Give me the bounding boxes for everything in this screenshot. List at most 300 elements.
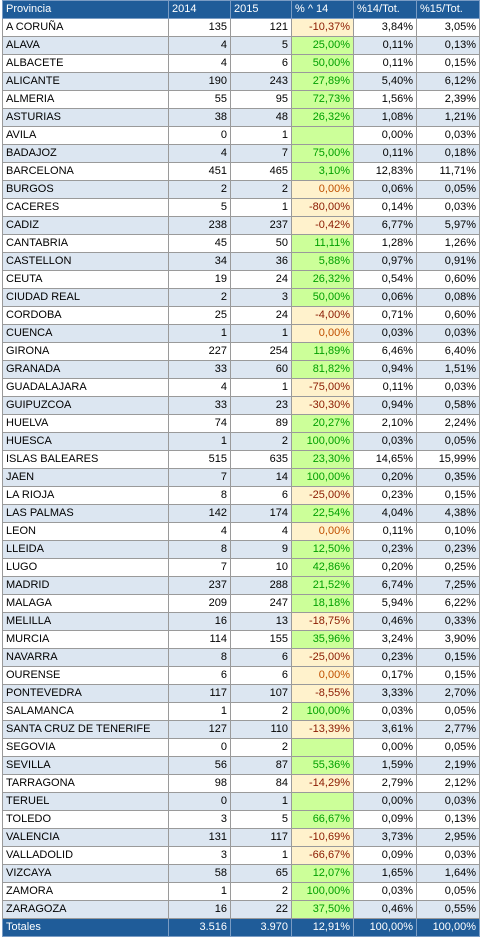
pct15-total: 0,25% xyxy=(417,559,480,577)
value-2015: 117 xyxy=(231,829,292,847)
value-2014: 4 xyxy=(169,37,231,55)
value-2015: 89 xyxy=(231,415,292,433)
table-row xyxy=(3,91,480,109)
value-2015: 24 xyxy=(231,271,292,289)
province-name: ZARAGOZA xyxy=(3,901,169,919)
table-row xyxy=(3,19,480,37)
value-2015: 2 xyxy=(231,703,292,721)
pct-change: 100,00% xyxy=(292,703,354,721)
value-2014: 8 xyxy=(169,649,231,667)
value-2015: 243 xyxy=(231,73,292,91)
province-name: TERUEL xyxy=(3,793,169,811)
value-2015: 36 xyxy=(231,253,292,271)
value-2015: 1 xyxy=(231,379,292,397)
pct15-total: 0,05% xyxy=(417,181,480,199)
value-2014: 238 xyxy=(169,217,231,235)
pct-change: 100,00% xyxy=(292,433,354,451)
pct15-total: 0,03% xyxy=(417,199,480,217)
value-2014: 19 xyxy=(169,271,231,289)
pct15-total: 0,35% xyxy=(417,469,480,487)
province-name: ZAMORA xyxy=(3,883,169,901)
value-2015: 465 xyxy=(231,163,292,181)
table-row xyxy=(3,199,480,217)
pct14-total: 2,79% xyxy=(354,775,417,793)
pct15-total: 0,05% xyxy=(417,433,480,451)
province-name: SEVILLA xyxy=(3,757,169,775)
header-provincia: Provincia xyxy=(3,1,169,19)
value-2014: 45 xyxy=(169,235,231,253)
pct15-total: 0,60% xyxy=(417,271,480,289)
value-2015: 6 xyxy=(231,487,292,505)
pct14-total: 0,23% xyxy=(354,541,417,559)
pct15-total: 4,38% xyxy=(417,505,480,523)
pct-change: -4,00% xyxy=(292,307,354,325)
value-2015: 254 xyxy=(231,343,292,361)
pct15-total: 2,95% xyxy=(417,829,480,847)
table-row xyxy=(3,127,480,145)
value-2014: 6 xyxy=(169,667,231,685)
table-row xyxy=(3,289,480,307)
table-row xyxy=(3,487,480,505)
table-row xyxy=(3,253,480,271)
pct-change: -25,00% xyxy=(292,487,354,505)
pct14-total: 5,94% xyxy=(354,595,417,613)
value-2015: 247 xyxy=(231,595,292,613)
pct15-total: 11,71% xyxy=(417,163,480,181)
value-2015: 84 xyxy=(231,775,292,793)
value-2014: 114 xyxy=(169,631,231,649)
value-2015: 48 xyxy=(231,109,292,127)
province-name: CASTELLON xyxy=(3,253,169,271)
pct15-total: 5,97% xyxy=(417,217,480,235)
header-2014: 2014 xyxy=(169,1,231,19)
value-2015: 2 xyxy=(231,739,292,757)
pct14-total: 3,61% xyxy=(354,721,417,739)
value-2014: 2 xyxy=(169,181,231,199)
province-table xyxy=(2,0,480,937)
value-2015: 13 xyxy=(231,613,292,631)
pct14-total: 2,10% xyxy=(354,415,417,433)
pct14-total: 1,28% xyxy=(354,235,417,253)
table-row xyxy=(3,847,480,865)
value-2014: 1 xyxy=(169,433,231,451)
value-2015: 1 xyxy=(231,325,292,343)
pct-change: 81,82% xyxy=(292,361,354,379)
pct-change: 55,36% xyxy=(292,757,354,775)
pct14-total: 0,20% xyxy=(354,469,417,487)
table-row xyxy=(3,667,480,685)
value-2015: 174 xyxy=(231,505,292,523)
value-2015: 60 xyxy=(231,361,292,379)
pct14-total: 0,06% xyxy=(354,289,417,307)
table-row xyxy=(3,649,480,667)
province-name: NAVARRA xyxy=(3,649,169,667)
value-2014: 117 xyxy=(169,685,231,703)
pct14-total: 1,59% xyxy=(354,757,417,775)
table-row xyxy=(3,163,480,181)
table-row xyxy=(3,505,480,523)
value-2014: 3 xyxy=(169,847,231,865)
value-2015: 237 xyxy=(231,217,292,235)
province-name: JAEN xyxy=(3,469,169,487)
pct-change: 100,00% xyxy=(292,469,354,487)
province-name: GIRONA xyxy=(3,343,169,361)
pct-change: -18,75% xyxy=(292,613,354,631)
table-row xyxy=(3,343,480,361)
value-2015: 107 xyxy=(231,685,292,703)
value-2014: 38 xyxy=(169,109,231,127)
value-2015: 121 xyxy=(231,19,292,37)
pct-change: 50,00% xyxy=(292,289,354,307)
pct14-total: 0,09% xyxy=(354,811,417,829)
pct14-total: 0,23% xyxy=(354,487,417,505)
pct-change: 25,00% xyxy=(292,37,354,55)
table-row xyxy=(3,271,480,289)
province-name: LA RIOJA xyxy=(3,487,169,505)
province-name: MURCIA xyxy=(3,631,169,649)
pct14-total: 0,09% xyxy=(354,847,417,865)
table-row xyxy=(3,775,480,793)
value-2014: 7 xyxy=(169,559,231,577)
province-name: OURENSE xyxy=(3,667,169,685)
pct15-total: 3,05% xyxy=(417,19,480,37)
value-2014: 451 xyxy=(169,163,231,181)
pct15-total: 15,99% xyxy=(417,451,480,469)
pct14-total: 0,14% xyxy=(354,199,417,217)
value-2015: 3 xyxy=(231,289,292,307)
table-row xyxy=(3,793,480,811)
pct15-total: 0,91% xyxy=(417,253,480,271)
pct-change: -80,00% xyxy=(292,199,354,217)
province-name: VALLADOLID xyxy=(3,847,169,865)
table-row xyxy=(3,559,480,577)
pct14-total: 0,23% xyxy=(354,649,417,667)
province-name: HUELVA xyxy=(3,415,169,433)
pct14-total: 1,08% xyxy=(354,109,417,127)
table-row xyxy=(3,739,480,757)
province-name: LEON xyxy=(3,523,169,541)
province-name: ALMERIA xyxy=(3,91,169,109)
pct-change: 3,10% xyxy=(292,163,354,181)
table-row xyxy=(3,577,480,595)
pct15-total: 2,19% xyxy=(417,757,480,775)
province-name: LUGO xyxy=(3,559,169,577)
province-name: GRANADA xyxy=(3,361,169,379)
pct-change: 75,00% xyxy=(292,145,354,163)
value-2014: 0 xyxy=(169,739,231,757)
pct15-total: 2,12% xyxy=(417,775,480,793)
pct-change: 72,73% xyxy=(292,91,354,109)
pct-change: 0,00% xyxy=(292,181,354,199)
pct15-total: 0,13% xyxy=(417,811,480,829)
pct14-total: 0,11% xyxy=(354,523,417,541)
province-name: ISLAS BALEARES xyxy=(3,451,169,469)
province-name: GUIPUZCOA xyxy=(3,397,169,415)
pct14-total: 12,83% xyxy=(354,163,417,181)
pct14-total: 0,46% xyxy=(354,901,417,919)
pct-change: 0,00% xyxy=(292,325,354,343)
header-pct15-total: %15/Tot. xyxy=(417,1,480,19)
value-2014: 4 xyxy=(169,145,231,163)
province-name: MALAGA xyxy=(3,595,169,613)
table-row xyxy=(3,415,480,433)
province-name: TARRAGONA xyxy=(3,775,169,793)
pct14-total: 0,94% xyxy=(354,361,417,379)
value-2015: 95 xyxy=(231,91,292,109)
header-pct-change: % ^ 14 xyxy=(292,1,354,19)
value-2014: 209 xyxy=(169,595,231,613)
province-name: CORDOBA xyxy=(3,307,169,325)
pct15-total: 0,03% xyxy=(417,127,480,145)
pct-change: 27,89% xyxy=(292,73,354,91)
value-2015: 87 xyxy=(231,757,292,775)
pct15-total: 6,12% xyxy=(417,73,480,91)
province-name: ALICANTE xyxy=(3,73,169,91)
pct14-total: 0,11% xyxy=(354,37,417,55)
pct15-total: 0,15% xyxy=(417,55,480,73)
pct15-total: 0,60% xyxy=(417,307,480,325)
pct-change: 22,54% xyxy=(292,505,354,523)
table-row xyxy=(3,37,480,55)
pct14-total: 6,74% xyxy=(354,577,417,595)
pct14-total: 0,00% xyxy=(354,127,417,145)
pct-change: 26,32% xyxy=(292,271,354,289)
pct14-total: 0,94% xyxy=(354,397,417,415)
value-2015: 1 xyxy=(231,127,292,145)
value-2014: 5 xyxy=(169,199,231,217)
table-row xyxy=(3,703,480,721)
table-row xyxy=(3,685,480,703)
value-2015: 2 xyxy=(231,433,292,451)
pct14-total: 0,11% xyxy=(354,145,417,163)
table-row xyxy=(3,55,480,73)
value-2015: 22 xyxy=(231,901,292,919)
value-2014: 74 xyxy=(169,415,231,433)
pct-change: 0,00% xyxy=(292,667,354,685)
pct15-total: 0,03% xyxy=(417,379,480,397)
pct-change: 50,00% xyxy=(292,55,354,73)
pct-change xyxy=(292,739,354,757)
value-2014: 1 xyxy=(169,883,231,901)
province-name: CUENCA xyxy=(3,325,169,343)
value-2015: 5 xyxy=(231,811,292,829)
pct-change: 20,27% xyxy=(292,415,354,433)
pct14-total: 3,73% xyxy=(354,829,417,847)
table-row xyxy=(3,631,480,649)
pct14-total: 0,03% xyxy=(354,433,417,451)
pct15-total: 0,18% xyxy=(417,145,480,163)
table-row xyxy=(3,433,480,451)
province-name: CEUTA xyxy=(3,271,169,289)
value-2015: 288 xyxy=(231,577,292,595)
province-name: TOLEDO xyxy=(3,811,169,829)
value-2014: 1 xyxy=(169,703,231,721)
pct15-total: 6,40% xyxy=(417,343,480,361)
province-name: MELILLA xyxy=(3,613,169,631)
pct15-total: 0,15% xyxy=(417,649,480,667)
value-2014: 58 xyxy=(169,865,231,883)
pct15-total: 0,05% xyxy=(417,739,480,757)
value-2014: 142 xyxy=(169,505,231,523)
value-2015: 7 xyxy=(231,145,292,163)
value-2014: 4 xyxy=(169,523,231,541)
pct-change: -25,00% xyxy=(292,649,354,667)
value-2014: 55 xyxy=(169,91,231,109)
pct14-total: 0,03% xyxy=(354,883,417,901)
value-2014: 16 xyxy=(169,901,231,919)
value-2014: 237 xyxy=(169,577,231,595)
pct14-total: 3,33% xyxy=(354,685,417,703)
table-row xyxy=(3,181,480,199)
pct-change: -10,69% xyxy=(292,829,354,847)
table-row xyxy=(3,307,480,325)
pct15-total: 1,26% xyxy=(417,235,480,253)
pct15-total: 0,03% xyxy=(417,847,480,865)
value-2014: 127 xyxy=(169,721,231,739)
province-name: BADAJOZ xyxy=(3,145,169,163)
pct-change: 11,89% xyxy=(292,343,354,361)
pct-change: -66,67% xyxy=(292,847,354,865)
table-row xyxy=(3,73,480,91)
value-2014: 135 xyxy=(169,19,231,37)
value-2015: 1 xyxy=(231,199,292,217)
pct14-total: 0,97% xyxy=(354,253,417,271)
pct-change: -0,42% xyxy=(292,217,354,235)
value-2014: 4 xyxy=(169,379,231,397)
pct-change: 100,00% xyxy=(292,883,354,901)
pct15-total: 2,39% xyxy=(417,91,480,109)
value-2015: 1 xyxy=(231,793,292,811)
table-row xyxy=(3,595,480,613)
province-name: CADIZ xyxy=(3,217,169,235)
value-2015: 9 xyxy=(231,541,292,559)
province-name: GUADALAJARA xyxy=(3,379,169,397)
pct15-total: 0,15% xyxy=(417,487,480,505)
province-name: SEGOVIA xyxy=(3,739,169,757)
pct-change xyxy=(292,127,354,145)
value-2014: 190 xyxy=(169,73,231,91)
pct-change: 23,30% xyxy=(292,451,354,469)
value-2014: 131 xyxy=(169,829,231,847)
table-row xyxy=(3,811,480,829)
province-name: LAS PALMAS xyxy=(3,505,169,523)
value-2014: 34 xyxy=(169,253,231,271)
province-name: CIUDAD REAL xyxy=(3,289,169,307)
pct14-total: 0,11% xyxy=(354,379,417,397)
pct14-total: 0,54% xyxy=(354,271,417,289)
province-name: HUESCA xyxy=(3,433,169,451)
totals-pct15-total: 100,00% xyxy=(417,919,480,937)
pct-change: -13,39% xyxy=(292,721,354,739)
pct14-total: 3,84% xyxy=(354,19,417,37)
pct-change: 42,86% xyxy=(292,559,354,577)
province-name: CANTABRIA xyxy=(3,235,169,253)
table-row xyxy=(3,901,480,919)
value-2014: 3 xyxy=(169,811,231,829)
table-row xyxy=(3,145,480,163)
pct15-total: 2,24% xyxy=(417,415,480,433)
province-name: MADRID xyxy=(3,577,169,595)
value-2014: 8 xyxy=(169,487,231,505)
value-2015: 24 xyxy=(231,307,292,325)
pct15-total: 0,58% xyxy=(417,397,480,415)
pct-change: 12,07% xyxy=(292,865,354,883)
pct15-total: 2,70% xyxy=(417,685,480,703)
value-2014: 1 xyxy=(169,325,231,343)
value-2015: 155 xyxy=(231,631,292,649)
value-2014: 25 xyxy=(169,307,231,325)
pct14-total: 0,11% xyxy=(354,55,417,73)
totals-2015: 3.970 xyxy=(231,919,292,937)
pct14-total: 6,77% xyxy=(354,217,417,235)
pct-change: 5,88% xyxy=(292,253,354,271)
value-2015: 110 xyxy=(231,721,292,739)
pct15-total: 2,77% xyxy=(417,721,480,739)
pct14-total: 0,00% xyxy=(354,739,417,757)
pct-change: -30,30% xyxy=(292,397,354,415)
value-2014: 7 xyxy=(169,469,231,487)
pct-change: 0,00% xyxy=(292,523,354,541)
table-row xyxy=(3,541,480,559)
table-row xyxy=(3,379,480,397)
pct15-total: 0,10% xyxy=(417,523,480,541)
value-2015: 4 xyxy=(231,523,292,541)
value-2015: 65 xyxy=(231,865,292,883)
value-2014: 56 xyxy=(169,757,231,775)
pct-change: -8,55% xyxy=(292,685,354,703)
pct15-total: 0,55% xyxy=(417,901,480,919)
value-2014: 33 xyxy=(169,397,231,415)
value-2015: 6 xyxy=(231,649,292,667)
table-row xyxy=(3,109,480,127)
pct14-total: 0,06% xyxy=(354,181,417,199)
pct14-total: 1,65% xyxy=(354,865,417,883)
value-2014: 98 xyxy=(169,775,231,793)
pct15-total: 0,08% xyxy=(417,289,480,307)
value-2015: 50 xyxy=(231,235,292,253)
totals-label: Totales xyxy=(3,919,169,937)
pct-change: 35,96% xyxy=(292,631,354,649)
value-2015: 23 xyxy=(231,397,292,415)
province-name: ASTURIAS xyxy=(3,109,169,127)
table-row xyxy=(3,451,480,469)
pct-change: 37,50% xyxy=(292,901,354,919)
pct-change: 21,52% xyxy=(292,577,354,595)
pct15-total: 0,23% xyxy=(417,541,480,559)
table-row xyxy=(3,757,480,775)
pct-change xyxy=(292,793,354,811)
table-row xyxy=(3,217,480,235)
value-2014: 227 xyxy=(169,343,231,361)
totals-pct-change: 12,91% xyxy=(292,919,354,937)
pct15-total: 3,90% xyxy=(417,631,480,649)
table-row xyxy=(3,469,480,487)
pct-change: -75,00% xyxy=(292,379,354,397)
province-name: BARCELONA xyxy=(3,163,169,181)
value-2015: 2 xyxy=(231,181,292,199)
province-name: VALENCIA xyxy=(3,829,169,847)
value-2014: 33 xyxy=(169,361,231,379)
pct15-total: 0,03% xyxy=(417,793,480,811)
totals-2014: 3.516 xyxy=(169,919,231,937)
pct14-total: 4,04% xyxy=(354,505,417,523)
province-name: SALAMANCA xyxy=(3,703,169,721)
header-row xyxy=(3,1,480,19)
value-2014: 515 xyxy=(169,451,231,469)
table-row xyxy=(3,235,480,253)
pct14-total: 6,46% xyxy=(354,343,417,361)
pct14-total: 0,20% xyxy=(354,559,417,577)
